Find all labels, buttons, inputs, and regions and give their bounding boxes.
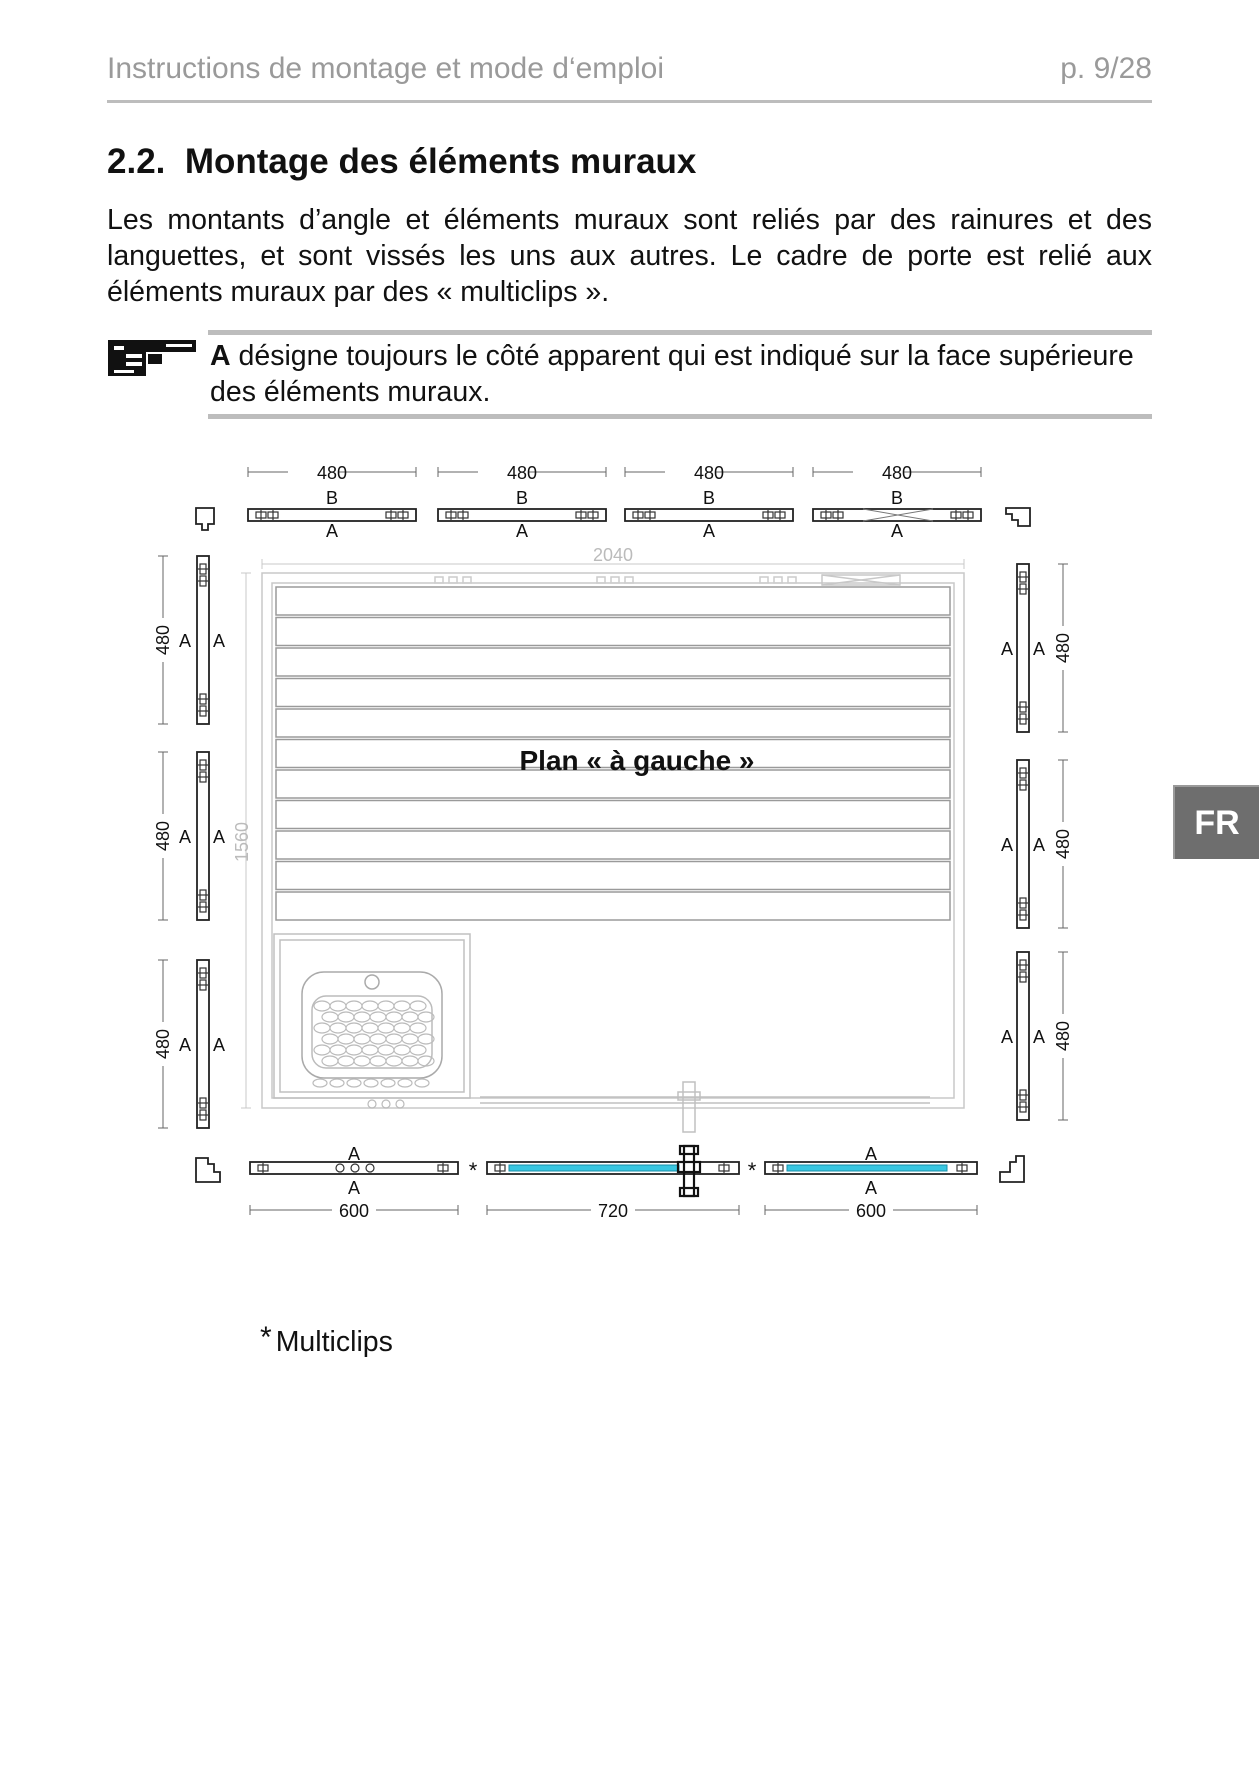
control-knob — [351, 1164, 359, 1172]
tongue-groove-mark — [576, 510, 586, 520]
left-wall-panels — [152, 556, 225, 1128]
section-number: 2.2. — [107, 142, 166, 181]
stone — [370, 1034, 386, 1044]
control-knob — [396, 1100, 404, 1108]
stone — [370, 1012, 386, 1022]
stone — [402, 1012, 418, 1022]
tongue-groove-mark — [951, 510, 961, 520]
outline-joint-mark — [788, 577, 796, 583]
stone — [322, 1056, 338, 1066]
panel-side-label: A — [347, 1178, 361, 1198]
panel-side-label: A — [864, 1178, 878, 1198]
door-post-cap — [680, 1146, 698, 1154]
stone — [338, 1034, 354, 1044]
panel-length-label: 480 — [1053, 1020, 1073, 1052]
stone — [381, 1079, 395, 1087]
stone — [330, 1045, 346, 1055]
outline-joint-mark — [625, 577, 633, 583]
assembled-sauna-outline — [241, 559, 964, 1108]
outline-joint-mark — [463, 577, 471, 583]
stone — [362, 1001, 378, 1011]
stone — [378, 1001, 394, 1011]
stone — [338, 1012, 354, 1022]
control-knob — [382, 1100, 390, 1108]
top-panel — [625, 462, 793, 541]
stone — [386, 1012, 402, 1022]
panel-width-label: 480 — [693, 463, 725, 483]
tongue-groove-mark — [763, 510, 773, 520]
tongue-groove-mark — [386, 510, 396, 520]
stone — [330, 1079, 344, 1087]
right-wall-panels — [1001, 564, 1074, 1120]
stone — [386, 1034, 402, 1044]
stone — [322, 1034, 338, 1044]
door-post-cap — [680, 1188, 698, 1196]
panel-width-label: 600 — [338, 1201, 370, 1221]
glass-pane — [509, 1165, 679, 1171]
stone — [330, 1023, 346, 1033]
panel-length-label: 480 — [1053, 828, 1073, 860]
tongue-groove-mark — [645, 510, 655, 520]
panel-side-label: A — [1032, 1027, 1046, 1047]
panel-side-label: A — [702, 521, 716, 541]
tongue-groove-mark — [438, 1163, 448, 1173]
stone — [354, 1056, 370, 1066]
bench-slat — [276, 862, 950, 890]
language-tab: FR — [1173, 785, 1259, 859]
panel-side-label: A — [178, 827, 192, 847]
stone — [354, 1034, 370, 1044]
tongue-groove-mark — [256, 510, 266, 520]
panel-length-label: 480 — [153, 820, 173, 852]
bottom-panel — [765, 1144, 977, 1221]
note-body: désigne toujours le côté apparent qui est indiqué sur la face supérieure des éléments muraux. — [210, 340, 1134, 408]
panel-width-label: 480 — [506, 463, 538, 483]
side-panel — [152, 752, 225, 920]
stone — [378, 1045, 394, 1055]
stone — [314, 1023, 330, 1033]
stone — [410, 1023, 426, 1033]
stone — [410, 1045, 426, 1055]
panel-side-label: A — [1032, 639, 1046, 659]
stone — [346, 1001, 362, 1011]
stone — [370, 1056, 386, 1066]
tongue-groove-mark — [458, 510, 468, 520]
stone — [394, 1001, 410, 1011]
stone — [394, 1023, 410, 1033]
panel-side-label: A — [890, 521, 904, 541]
bench-slat — [276, 679, 950, 707]
stone — [314, 1045, 330, 1055]
stone — [386, 1056, 402, 1066]
panel-width-label: 720 — [597, 1201, 629, 1221]
top-panel — [248, 462, 416, 541]
panel-side-label: A — [347, 1144, 361, 1164]
panel-side-label: A — [178, 1035, 192, 1055]
bench-slat — [276, 648, 950, 676]
side-panel — [152, 556, 225, 724]
stone — [402, 1034, 418, 1044]
panel-length-label: 480 — [1053, 632, 1073, 664]
panel-length-label: 480 — [153, 1028, 173, 1060]
bench-slat — [276, 831, 950, 859]
stone — [322, 1012, 338, 1022]
control-knob — [366, 1164, 374, 1172]
control-knob — [336, 1164, 344, 1172]
page-number: p. 9/28 — [1060, 52, 1152, 85]
outline-joint-mark — [449, 577, 457, 583]
side-panel — [1001, 952, 1074, 1120]
tongue-groove-mark — [495, 1163, 505, 1173]
panel-side-label: A — [1000, 835, 1014, 855]
tongue-groove-mark — [588, 510, 598, 520]
stone — [364, 1079, 378, 1087]
door-post-hinge — [678, 1162, 700, 1172]
stone — [314, 1001, 330, 1011]
bench-slat — [276, 892, 950, 920]
multiclip-marker: * — [468, 1158, 478, 1183]
panel-side-label: B — [515, 488, 529, 508]
door-outline — [480, 1082, 930, 1132]
door-frame-post — [678, 1146, 700, 1196]
side-panel — [1001, 564, 1074, 732]
tongue-groove-mark — [833, 510, 843, 520]
stone — [418, 1056, 434, 1066]
panel-side-label: A — [864, 1144, 878, 1164]
section-title: Montage des éléments muraux — [184, 142, 697, 181]
stone — [346, 1045, 362, 1055]
overall-width-label: 2040 — [592, 545, 634, 565]
outline-joint-mark — [774, 577, 782, 583]
control-knob — [368, 1100, 376, 1108]
panel-side-label: A — [1000, 1027, 1014, 1047]
stone — [398, 1079, 412, 1087]
tongue-groove-mark — [963, 510, 973, 520]
stone — [338, 1056, 354, 1066]
side-panel — [1001, 760, 1074, 928]
stone — [330, 1001, 346, 1011]
tongue-groove-mark — [633, 510, 643, 520]
top-panel — [438, 462, 606, 541]
stone — [410, 1001, 426, 1011]
footnote — [260, 1321, 393, 1359]
bench-slat — [276, 587, 950, 615]
tongue-groove-mark — [719, 1163, 729, 1173]
outline-joint-mark — [597, 577, 605, 583]
stone — [394, 1045, 410, 1055]
panel-side-label: A — [1032, 835, 1046, 855]
panel-side-label: A — [212, 827, 226, 847]
stone — [362, 1023, 378, 1033]
panel-side-label: B — [890, 488, 904, 508]
panel-side-label: A — [212, 631, 226, 651]
outline-joint-mark — [611, 577, 619, 583]
front-wall-panels — [250, 1144, 977, 1221]
bottom-panel — [250, 1144, 458, 1221]
tongue-groove-mark — [821, 510, 831, 520]
multiclip-marker: * — [747, 1158, 757, 1183]
tongue-groove-mark — [446, 510, 456, 520]
panel-side-label: B — [325, 488, 339, 508]
stone — [346, 1023, 362, 1033]
stone — [347, 1079, 361, 1087]
panel-width-label: 480 — [316, 463, 348, 483]
panel-side-label: A — [1000, 639, 1014, 659]
tongue-groove-mark — [258, 1163, 268, 1173]
overall-depth-label: 1560 — [232, 821, 252, 863]
panel-side-label: A — [178, 631, 192, 651]
stone — [354, 1012, 370, 1022]
bottom-panel — [487, 1162, 739, 1221]
panel-side-label: A — [515, 521, 529, 541]
section-paragraph: Les montants d’angle et éléments muraux sont reliés par des rainures et des languettes, et sont vissés les uns aux autres. Le cadre de porte est relié aux éléments muraux par des « multiclips ». — [107, 204, 1152, 308]
stone — [313, 1079, 327, 1087]
footnote-marker: * — [260, 1321, 272, 1354]
tongue-groove-mark — [268, 510, 278, 520]
panel-width-label: 600 — [855, 1201, 887, 1221]
panel-side-label: A — [325, 521, 339, 541]
glass-pane — [787, 1165, 947, 1171]
bench-slat — [276, 618, 950, 646]
tongue-groove-mark — [957, 1163, 967, 1173]
tongue-groove-mark — [398, 510, 408, 520]
top-wall-panels — [248, 462, 981, 541]
stone — [378, 1023, 394, 1033]
side-panel — [152, 960, 225, 1128]
plan-label: Plan « à gauche » — [519, 745, 755, 776]
panel-width-label: 480 — [881, 463, 913, 483]
corner-posts — [196, 508, 1030, 1182]
panel-length-label: 480 — [153, 624, 173, 656]
footnote-text: Multiclips — [275, 1326, 393, 1358]
panel-side-label: B — [702, 488, 716, 508]
panel-side-label: A — [212, 1035, 226, 1055]
stone — [402, 1056, 418, 1066]
bench-slat — [276, 801, 950, 829]
bench-slat — [276, 709, 950, 737]
document-title: Instructions de montage et mode d‘emploi — [107, 52, 664, 85]
note-bold-letter: A — [210, 340, 231, 372]
stone — [415, 1079, 429, 1087]
tongue-groove-mark — [773, 1163, 783, 1173]
outline-joint-mark — [435, 577, 443, 583]
top-panel — [813, 462, 981, 541]
outline-joint-mark — [760, 577, 768, 583]
heater-area — [274, 934, 470, 1098]
tongue-groove-mark — [775, 510, 785, 520]
stone — [362, 1045, 378, 1055]
